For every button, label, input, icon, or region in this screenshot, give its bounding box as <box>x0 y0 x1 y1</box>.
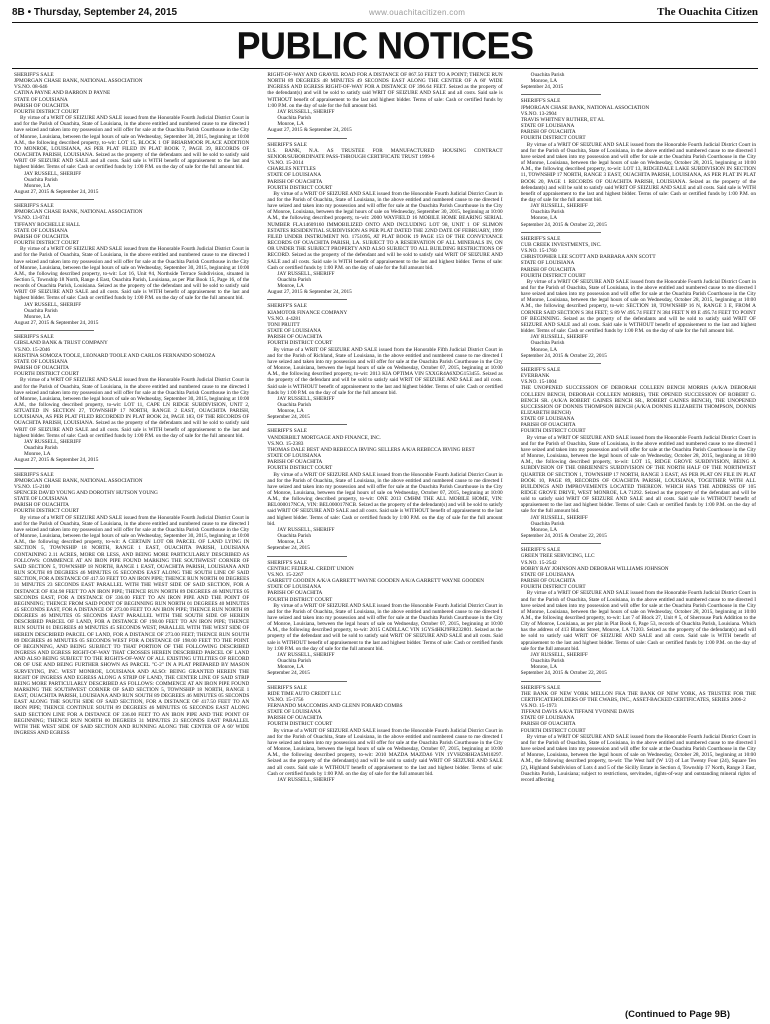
notice-signature-line: Ouachita Parish <box>277 115 312 122</box>
notice-caption-line: STATE OF LOUISIANA <box>267 709 322 716</box>
notice-caption-line: CHARLES NETTLES <box>267 166 316 173</box>
section-banner: PUBLIC NOTICES <box>236 23 534 67</box>
notice-heading: SHERIFF'S SALE <box>267 141 307 148</box>
notice-caption-line: STATE OF LOUISIANA <box>267 453 322 460</box>
notice-body: By virtue of a WRIT OF SEIZURE AND SALE issued from the Honorable Fourth Judicial District Court in and for the Parish of Ouachita, State of Louisiana, in the above entitled and numbered cause to me directed I have seized and taken into my possession and will offer for sale at the Ouachita Parish Courthouse in the City of Monroe, Louisiana, between the legal hours of sale on Wednesday, October 07, 2015, beginning at 10:00 A.M., the following described property, to-wit: 2010 MAZDA MAZDA6 VIN 1YVHZ8BH2A5M10297. Seized as the property of the defendant(s) and will be sold to satisfy said WRIT OF SEIZURE AND SALE and all costs. Said sale is WITHOUT benefit of appraisement to the last and highest bidder. Terms of sale: Cash or certified funds by 1:00 P.M. on the day of sale for the full amount bid. <box>267 727 503 777</box>
notice-caption-line: VS.NO. 15-2542 <box>520 559 557 566</box>
website-url[interactable]: www.ouachitacitizen.com <box>368 7 466 17</box>
notice-signature-line: August 27, 2015 & September 24, 2015 <box>267 127 352 134</box>
legal-notice <box>521 72 756 90</box>
legal-notice <box>267 560 502 677</box>
notice-caption-line: CHRISTOPHER LEE SCOTT AND BARBARA ANN SCOTT <box>520 254 656 261</box>
notice-caption-line: RIDE TIME AUTO CREDIT LLC <box>267 690 342 697</box>
notice-signature-line: September 24, 2015 & October 22, 2015 <box>520 352 607 359</box>
notice-signature-line: Ouachita Parish <box>530 520 565 527</box>
notice-body: By virtue of a WRIT OF SEIZURE AND SALE issued from the Honorable Fourth Judicial District Court in and for the Parish of Ouachita, State of Louisiana, in the above entitled and numbered cause to me directed I have seized and taken into my possession and will offer for sale at the Ouachita Parish Courthouse in the City of Monroe, Louisiana, between the legal hours of sale on Wednesday, October 28, 2015, beginning at 10:00 A.M., the following described property, to-wit: Lot 7 of Block 27, Unit # 5, of Sherrouse Park Addition to the City of Monroe, Louisiana, as per plat in Plat Book 6, Page 53, records of Ouachita Parish, Louisiana. Which has the address of 413 Blanks Street, Monroe, LA 71203. Seized as the property of the defendant(s) and will be sold to satisfy said WRIT OF SEIZURE AND SALE and all costs. Said sale is WITH benefit of appraisement to the last and highest bidder. Terms of sale: Cash or certified funds by 1:00 P.M. on the day of sale for the full amount bid. <box>520 590 756 652</box>
notice-caption-line: CATINA PAYNE AND BARRON D PAYNE <box>14 90 111 97</box>
notice-caption-line: PARISH OF OUACHITA <box>267 459 323 466</box>
notice-signature-line: Monroe, LA <box>277 664 304 671</box>
notice-signature-line: Monroe, LA <box>277 283 304 290</box>
notice-body: By virtue of a WRIT OF SEIZURE AND SALE issued from the Honorable Fourth Judicial District Court in and for the Parish of Ouachita, State of Louisiana, in the above entitled and numbered cause to me directed I have seized and taken into my possession and will offer for sale at the Ouachita Parish Courthouse in the City of Monroe, Louisiana, between the legal hours of sale on Wednesday, September 30, 2015, beginning at 10:00 A.M., the following described property, to-wit: LOT 15, BLOCK 1 OF BRIARMOOR PLACE ADDITION TO MONROE, LOUISIANA, AS PER PLAT FILED IN PLAT BOOK 7, PAGE 39, RECORDS OF OUACHITA PARISH, LOUISIANA. Seized as the property of the defendants and will be sold to satisfy said WRIT OF SEIZURE AND SALE and all costs. Said sale is WITH benefit of appraisement to the last and highest bidder. Terms of sale: Cash or certified funds by 1:00 P.M. on the day of sale for the full amount bid. <box>14 115 250 171</box>
notice-caption-line: FOURTH DISTRICT COURT <box>267 184 333 191</box>
notice-heading: SHERIFF'S SALE <box>267 428 307 435</box>
notice-heading: SHERIFF'S SALE <box>520 98 561 105</box>
notice-caption-line: THE UNOPENED SUCCESSION OF DEBORAH COLLEEN BENCH MORRIS (A/K/A DEBORAH COLLEEN BENCH, DEBORAH COLLEEN MORRIS), THE OPENED SUCCESSION OF ROBERT G. BENCH SR. (A/K/A ROBERT GAINES BENCH SR., ROBERT GAINES BENCH), THE UNOPENED SUCCESSION OF DONNIS THOMPSON BENCH (A/K/A DONNIS ELIZABETH THOMPSON, DONNIS ELIZABETH BENCH) <box>520 385 756 416</box>
notice-caption-line: FOURTH DISTRICT COURT <box>14 508 79 515</box>
continued-note: (Continued to Page 9B) <box>624 1009 730 1020</box>
notice-caption-line: VS.NO. 15-1973 <box>520 703 557 709</box>
legal-notice <box>521 367 756 539</box>
notice-signature-line: JAY RUSSELL, SHERIFF <box>530 334 588 341</box>
notice-signature-line: September 24, 2015 <box>520 84 564 91</box>
notice-signature-line: Ouachita Parish <box>530 72 565 78</box>
notice-body: By virtue of a WRIT OF SEIZURE AND SALE issued from the Honorable Fourth Judicial District Court in and for the Parish of Ouachita, State of Louisiana, in the above entitled and numbered cause to me directed I have seized and taken into my possession and will offer for sale at the Ouachita Parish Courthouse in the City of Monroe, Louisiana, between the legal hours of sale on Wednesday, September 30, 2015, beginning at 10:00 A.M., the following described property, to-wit: 2000 WAYFIELD 16 MOBILE HOME BEARING SERIAL NUMBER FLA14609160 IMMOBILIZED ONTO AND INCLUDING LOT 98, UNIT 1 OF SLIMON ESTATES RESIDENTIAL SUBDIVISION AS PER PLAT DATED THE 22ND DATE OF FEBRUARY, 1999 FILED UNDER INSTRUMENT NO. 1751095, AT PLAT BOOK 19 PAGE 153 OF THE CONVEYANCE RECORDS OF OUACHITA PARISH, LA. SUBJECT TO A RESERVATION OF ALL MINERALS IN, ON OR UNDER THE SUBJECT PROPERTY AND ALSO SUBJECT TO ALL BUILDING RESTRICTIONS OF RECORD. Seized as the property of the defendant and will be sold to satisfy said WRIT OF SEIZURE AND SALE and all costs. Said sale is WITH benefit of appraisement to the last and highest bidder. Terms of sale: Cash or certified funds by 1:00 P.M. on the day of sale for the full amount bid. <box>267 190 503 271</box>
legal-notice <box>521 236 756 359</box>
notice-signature-line: JAY RUSSELL, SHERIFF <box>530 203 588 210</box>
notice-signature-line: Ouachita Parish <box>24 176 58 183</box>
notice-body: By virtue of a WRIT OF SEIZURE AND SALE issued from the Honorable Fourth Judicial District Court in and for the Parish of Ouachita, State of Louisiana, in the above entitled and numbered cause to me directed I have seized and taken into my possession and will offer for sale at the Ouachita Parish Courthouse in the City of Monroe, Louisiana, between the legal hours of sale on Wednesday, September 30, 2015, beginning at 10:00 A.M., the following described property, to-wit: LOT 11, CAPE LN RIDGE SUBDIVISION, UNIT 2, SITUATED IN SECTION 27, TOWNSHIP 17 NORTH, RANGE 2 EAST, OUACHITA PARISH, LOUISIANA, AS PER PLAT FILED RECORDED IN PLAT BOOK 24, PAGE 183, OF THE RECORDS OF OUACHITA PARISH, LOUISIANA. Seized as the property of the defendants and will be sold to satisfy said WRIT OF SEIZURE AND SALE and all costs. Said sale is WITH benefit of appraisement to the last and highest bidder. Terms of sale: Cash or certified funds by 1:00 P.M. on the day of sale for the full amount bid. <box>14 377 250 439</box>
notice-signature-line: September 24, 2015 & October 22, 2015 <box>520 670 607 677</box>
notice-caption-line: TIFFANI DAVIS A/K/A TIFFANI YVONNE DAVIS <box>520 709 635 716</box>
notice-signature-line: Monroe, LA <box>530 215 558 222</box>
notice-caption-line: THOMAS DALE BEST AND REBECCA IRVING SELLERS A/K/A REBECCA IRVING BEST <box>267 446 475 453</box>
notice-caption-line: VS.NO. 15-1760 <box>520 248 557 255</box>
notice-heading: SHERIFF'S SALE <box>520 684 561 691</box>
notice-caption-line: FOURTH DISTRICT COURT <box>14 240 79 247</box>
notice-signature-line: September 24, 2015 <box>267 414 310 421</box>
notice-caption-line: PARISH OF OUACHITA <box>14 365 70 372</box>
column-3 <box>521 72 756 1012</box>
notice-signature-line: JAY RUSSELL, SHERIFF <box>277 108 335 115</box>
notice-signature-line: Monroe, LA <box>530 346 558 353</box>
notice-signature-line: Monroe, LA <box>277 121 304 128</box>
page-number: 8B <box>12 6 25 18</box>
notice-signature-line: Monroe, LA <box>277 539 304 546</box>
notice-divider <box>267 138 347 139</box>
notice-signature-line: JAY RUSSELL, SHERIFF <box>24 301 82 308</box>
header-page-date <box>12 7 177 18</box>
notice-caption-line: FOURTH DISTRICT COURT <box>14 371 79 378</box>
notice-caption-line: KIAMOTOR FINANCE COMPANY <box>267 309 348 316</box>
notice-body: By virtue of a WRIT OF SEIZURE AND SALE issued from the Honorable Fourth Judicial District Court in and for the Parish of Ouachita, State of Louisiana, in the above entitled and numbered cause to me directed I have seized and taken into my possession and will offer for sale at the Ouachita Parish Courthouse in the City of Monroe, Louisiana, between the legal hours of sale on Wednesday, October 28, 2015, beginning at 10:00 A.M., the following described property, to-wit: SECTION 18, TOWNSHIP 16 N, RANGE 3 E, FROM A CORNER SAID SECTION S 384 FEET; S 89 W 495.74 FEET N 384 FEET N 89 E 495.74 FEET TO POINT OF BEGINNING. Seized as the property of the defendants and will be sold to satisfy said WRIT OF SEIZURE AND SALE and all costs. Said sale is WITHOUT benefit of appraisement to the last and highest bidder. Terms of sale: Cash or certified funds by 1:00 P.M. on the day of sale for the full amount bid. <box>520 278 756 335</box>
notice-caption-line: PARISH OF OUACHITA <box>14 102 70 109</box>
notice-signature-line: Ouachita Parish <box>530 209 565 216</box>
notice-divider <box>521 363 601 364</box>
notice-divider <box>521 94 601 95</box>
notice-caption-line: PARISH OF OUACHITA <box>267 178 323 185</box>
notice-caption-line: FOURTH DISTRICT COURT <box>520 727 586 734</box>
legal-notice <box>267 142 502 296</box>
legal-notice <box>267 428 502 551</box>
notice-caption-line: TRAVIS WHITNEY RUTHER, ET AL <box>520 116 605 123</box>
notice-divider <box>14 330 94 331</box>
notice-signature-line: JAY RUSSELL, SHERIFF <box>277 395 335 402</box>
notice-signature-line: September 24, 2015 & October 22, 2015 <box>520 221 607 228</box>
notice-caption-line: FOURTH DISTRICT COURT <box>520 272 586 279</box>
notice-caption-line: EVERBANK <box>520 373 550 380</box>
notice-heading: SHERIFF'S SALE <box>14 471 54 478</box>
notice-signature-line: Ouachita Parish <box>24 445 58 452</box>
notice-caption-line: THE BANK OF NEW YORK MELLON FKA THE BANK OF NEW YORK, AS TRUSTEE FOR THE CERTIFICATEHOLDERS OF THE CWABS, INC., ASSET-BACKED CERTIFICATES, SERIES 2006-2 <box>520 690 756 703</box>
notice-signature-line: Monroe, LA <box>530 526 558 533</box>
notice-signature-line: Monroe, LA <box>24 313 51 320</box>
notice-caption-line: TONI PRUITT <box>267 321 300 328</box>
notice-signature-line: August 27, 2015 & September 24, 2015 <box>14 320 99 327</box>
notice-caption-line: PARISH OF OUACHITA <box>14 502 70 509</box>
legal-notice <box>267 72 502 134</box>
notice-caption-line: FOURTH DISTRICT COURT <box>520 584 586 591</box>
notice-caption-line: FOURTH DISTRICT COURT <box>14 108 79 115</box>
notice-divider <box>267 299 347 300</box>
notice-signature-line: Ouachita Parish <box>277 533 312 540</box>
notice-signature-line: September 24, 2015 <box>267 545 310 552</box>
notice-divider <box>521 232 601 233</box>
notice-signature-line: JAY RUSSELL, SHERIFF <box>530 514 588 521</box>
column-2 <box>267 72 502 1012</box>
column-1 <box>14 72 249 1012</box>
notice-body: By virtue of a WRIT OF SEIZURE AND SALE issued from the Honorable Fourth Judicial District Court in and for the Parish of Ouachita, State of Louisiana, in the above entitled and numbered cause to me directed I have seized and taken into my possession and will offer for sale at the Ouachita Parish Courthouse in the City of Monroe, Louisiana, between the legal hours of sale on Wednesday, September 30, 2015, beginning at 10:00 A.M., the following described property, to-wit: A CERTAIN LOT OR PARCEL OF LAND LYING IN SECTION 5, TOWNSHIP 18 NORTH, RANGE 1 EAST, OUACHITA PARISH, LOUISIANA CONTAINING 2.11 ACRES, MORE OR LESS, AND BEING MORE PARTICULARLY DESCRIBED AS FOLLOWS: COMMENCE AT AN IRON PIPE FOUND MARKING THE SOUTHWEST CORNER OF SAID SECTION 5, TOWNSHIP 18 NORTH, RANGE 1 EAST, OUACHITA PARISH, LOUISIANA AND RUN SOUTH 89 DEGREES 46 MINUTES 05 SECONDS EAST ALONG THE SOUTH LINE OF SAID SECTION, FOR A DISTANCE OF 417.50 FEET TO AN IRON PIPE; THENCE RUN NORTH 00 DEGREES 31 MINUTES 23 SECONDS EAST PARALLEL WITH THE WEST SIDE OF SAID SECTION, FOR A DISTANCE OF 834.98 FEET TO AN IRON PIPE; THENCE RUN NORTH 89 DEGREES 46 MINUTES 05 SECONDS EAST, FOR A DISTANCE OF 336.00 FEET TO AN IRON PIPE AND THE POINT OF BEGINNING; THENCE FROM SAID POINT OF BEGINNING RUN NORTH 01 DEGREES 40 MINUTES 45 SECONDS EAST, FOR A DISTANCE OF 273.00 FEET TO AN IRON PIPE; THENCE RUN NORTH 89 DEGREES 46 MINUTES 05 SECONDS EAST PARALLEL WITH THE SOUTH SIDE OF HEREIN DESCRIBED PARCEL OF LAND, FOR A DISTANCE OF 198.00 FEET TO AN IRON PIPE; THENCE RUN SOUTH 01 DEGREES 40 MINUTES 45 SECONDS WEST, PARALLEL WITH THE WEST SIDE OF HEREIN DESCRIBED PARCEL OF LAND, FOR A DISTANCE OF 273.00 FEET; THENCE RUN SOUTH 89 DEGREES 46 MINUTES 05 SECONDS WEST FOR A DISTANCE OF 198.00 FEET TO THE POINT OF BEGINNING, AND BEING SUBJECT TO THAT PORTION OF THE FOLLOWING DESCRIBED INGRESS AND EGRESS RIGHT-OF-WAY THAT CROSSES HEREIN DESCRIBED PARCEL OF LAND AND ALSO BEING SUBJECT TO THE RIGHTS-OF-WAY OF ALL EXISTING UTILITIES OF RECORD OR OF USE AND BEING FURTHER SHOWN AS PARCEL "C-2" IN A PLAT PREPARED BY MASON SURVEYING, INC. WEST MONROE, LOUISIANA AND ALSO: BEING GRANTED HEREIN THE RIGHT OF INGRESS AND EGRESS ALONG A STRIP OF LAND, THE CENTER LINE OF SAID STRIP BEING MORE PARTICULARLY DESCRIBED AS FOLLOWS: COMMENCE AT AN IRON PIPE FOUND MARKING THE SOUTHWEST CORNER OF SAID SECTION 5, TOWNSHIP 18 NORTH, RANGE 1 EAST, OUACHITA PARISH, LOUISIANA AND RUN SOUTH 89 DEGREES 46 MINUTES 05 SECONDS EAST ALONG THE SOUTH SIDE OF SAID SECTION, FOR A DISTANCE OF 417.50 FEET TO AN IRON PIPE; THENCE CONTINUE SOUTH 89 DEGREES 46 MINUTES 05 SECONDS EAST ALONG SAID SECTION LINE FOR A DISTANCE OF 336.00 FEET TO AN IRON PIPE AND THE POINT OF BEGINNING; THENCE RUN NORTH 00 DEGREES 31 MINUTES 23 SECONDS EAST PARALLEL WITH THE WEST SIDE OF SAID SECTION AND RUNNING ALONG THE CENTER OF A 60' WIDE INGRESS AND EGRESS <box>14 514 250 737</box>
notice-caption-line: JPMORGAN CHASE BANK, NATIONAL ASSOCIATION <box>14 209 143 216</box>
notice-caption-line: STATE OF LOUISIANA <box>267 328 322 335</box>
notice-heading: SHERIFF'S SALE <box>14 334 54 341</box>
notice-caption-line: STATE OF LOUISIANA <box>520 571 575 578</box>
bullet-separator: • <box>27 6 32 18</box>
notice-caption-line: FOURTH DISTRICT COURT <box>267 721 333 728</box>
notice-caption-line: PARISH OF OUACHITA <box>267 715 323 722</box>
notice-signature-line: Ouachita Parish <box>277 658 312 665</box>
notice-signature-line: Ouachita Parish <box>530 340 565 347</box>
notice-caption-line: JPMORGAN CHASE BANK, NATIONAL ASSOCIATION <box>520 104 650 111</box>
notice-caption-line: STATE OF LOUISIANA <box>267 584 322 591</box>
notice-signature-line: JAY RUSSELL, SHERIFF <box>24 170 82 177</box>
notice-divider <box>267 556 347 557</box>
notice-caption-line: JPMORGAN CHASE BANK, NATIONAL ASSOCIATION <box>14 78 143 85</box>
notice-caption-line: VS.NO. 13-0741 <box>14 215 51 222</box>
notice-caption-line: GREEN TREE SERVICING, LLC <box>520 553 595 560</box>
notice-divider <box>267 681 347 682</box>
notice-caption-line: BOBBY RAY JOHNSON AND DEBORAH WILLIAMS JOHNSON <box>520 565 669 572</box>
notice-caption-line: STATE OF LOUISIANA <box>267 172 322 179</box>
header-rule <box>12 22 758 23</box>
notice-body: By virtue of a WRIT OF SEIZURE AND SALE issued from the Honorable Fourth Judicial District Court in and for the Parish of Ouachita, State of Louisiana, in the above entitled and numbered cause to me directed I have seized and taken into my possession and will offer for sale at the Ouachita Parish Courthouse in the City of Monroe, Louisiana, between the legal hours of sale on Wednesday, October 28, 2015, beginning at 10:00 A.M., the following described property, to-wit: The West half (W 1/2) of Lot Twenty Four (24), Square Ten (2), Highland Subdivision of Lots 4 and 5 of the Sicilly Estate in Section 4, Township 17 North, Range 3 East, Ouachita Parish, Louisiana; subject to restrictions, servitudes, rights-of-way and outstanding mineral rights of record affecting <box>520 733 756 783</box>
notice-signature-line: September 24, 2015 & October 22, 2015 <box>520 533 607 540</box>
notice-signature-line: JAY RUSSELL, SHERIFF <box>277 651 335 658</box>
notice-signature-line: JAY RUSSELL, SHERIFF <box>277 526 335 533</box>
banner-rule <box>12 68 758 69</box>
notice-divider <box>521 543 601 544</box>
notice-caption-line: FERNANDO MACCOMBS AND GLENN FORARD COMBS <box>267 703 403 709</box>
notice-caption-line: STATE OF LOUISIANA <box>14 227 68 234</box>
notice-caption-line: FOURTH DISTRICT COURT <box>520 135 586 142</box>
page-header <box>12 4 758 20</box>
notice-caption-line: VS.NO. 15-2014 <box>267 160 304 167</box>
notice-signature-line: Monroe, LA <box>277 408 304 415</box>
notice-caption-line: VS.NO. 13-2904 <box>520 110 557 117</box>
notice-signature-line: Ouachita Parish <box>277 277 312 283</box>
notice-signature-line: Ouachita Parish <box>277 401 312 408</box>
notice-caption-line: FOURTH DISTRICT COURT <box>267 596 333 603</box>
notice-caption-line: VS.NO. 15-1004 <box>520 379 557 386</box>
notice-caption-line: STATE OF LOUISIANA <box>14 96 68 103</box>
notice-caption-line: PARISH OF OUACHITA <box>267 590 323 597</box>
legal-notice <box>14 472 249 737</box>
notice-signature-line: Ouachita Parish <box>24 307 58 314</box>
notice-body: By virtue of a WRIT OF SEIZURE AND SALE issued from the Honorable Fourth Judicial District Court in and for the Parish of Ouachita, State of Louisiana, in the above entitled and numbered cause to me directed I have seized and taken into my possession and will offer for sale at the Ouachita Parish Courthouse in the City of Monroe, Louisiana, between the legal hours of sale on Wednesday, October 07, 2015, beginning at 10:00 A.M., the following described property, to-wit: 2015 CADILLAC VIN 1GYS4HKJ9FR232801. Seized as the property of the defendant and will be sold to satisfy said WRIT OF SEIZURE AND SALE and all costs. Said sale is WITHOUT benefit of appraisement to the last and highest bidder. Terms of sale: Cash or certified funds by 1:00 P.M. on the day of sale for the full amount bid. <box>267 602 503 652</box>
notice-caption-line: FOURTH DISTRICT COURT <box>267 465 333 472</box>
legal-notice <box>521 98 756 227</box>
notice-divider <box>521 681 601 682</box>
notice-divider <box>267 424 347 425</box>
notice-body: By virtue of a WRIT OF SEIZURE AND SALE issued from the Honorable Fourth Judicial District Court in and for the Parish of Ouachita, State of Louisiana, in the above entitled and numbered cause to me directed I have seized and taken into my possession and will offer for sale at the Ouachita Parish Courthouse in the City of Monroe, Louisiana, between the legal hours of sale on Wednesday, October 28, 2015, beginning at 10:00 A.M., the following described property, to-wit: LOT 13, RIDGEDALE LAKE SUBDIVISION IN SECTION 11, TOWNSHIP 17 NORTH, RANGE 3 EAST, OUACHITA PARISH, LOUISIANA, AS PER PLAT IN PLAT BOOK 20, PAGE 1 RECORDS OF OUACHITA PARISH, LOUISIANA. Seized as the property of the defendant(s) and will be sold to satisfy said WRIT OF SEIZURE AND SALE and all costs. Said sale is WITH benefit of appraisement to the last and highest bidder. Terms of sale: Cash or certified funds by 1:00 P.M. on the day of sale for the full amount bid. <box>520 141 756 203</box>
notice-heading: SHERIFF'S SALE <box>267 303 307 310</box>
notice-signature-line: JAY RUSSELL, SHERIFF <box>277 270 335 277</box>
notice-caption-line: PARISH OF OUACHITA <box>520 129 576 136</box>
notice-caption-line: VS.NO. 15-2383 <box>267 440 304 447</box>
notice-caption-line: VS.NO. 15-1756 <box>267 696 304 703</box>
notice-body: By virtue of a WRIT OF SEIZURE AND SALE issued from the Honorable Fifth Judicial District Court in and for the Parish of Richland, State of Louisiana, in the above entitled and numbered cause to me directed I have seized and taken into my possession and will offer for sale at the Ouachita Parish Courthouse in the City of Monroe, Louisiana, between the legal hours of sale on Wednesday, October 07, 2015, beginning at 10:00 A.M., the following described property, to-wit: 2013 KIA OPTIMA VIN 5XXGR4A6XDG153455. Seized as the property of the defendant and will be sold to satisfy said WRIT OF SEIZURE AND SALE and all costs. Said sale is WITHOUT benefit of appraisement to the last and highest bidder. Terms of sale: Cash or certified funds by 1:00 P.M. on the day of sale for the full amount bid. <box>267 346 503 396</box>
legal-notice <box>14 334 249 463</box>
notice-signature-line: August 27, 2015 & September 24, 2015 <box>14 188 99 195</box>
notice-caption-line: GIBSLAND BANK & TRUST COMPANY <box>14 340 108 347</box>
notice-caption-line: VS.NO. 08-646 <box>14 84 48 91</box>
notice-signature-line: September 24, 2015 <box>267 670 310 677</box>
notice-caption-line: PARISH OF OUACHITA <box>267 334 323 341</box>
notice-heading: SHERIFF'S SALE <box>14 72 54 78</box>
notice-caption-line: STATE OF LOUISIANA <box>14 496 68 503</box>
notice-signature-line: Monroe, LA <box>24 182 51 189</box>
notice-caption-line: STATE OF LOUISIANA <box>520 715 575 722</box>
notice-heading: SHERIFF'S SALE <box>520 366 561 373</box>
legal-notice <box>267 685 502 784</box>
notice-caption-line: CENTRIC FEDERAL CREDIT UNION <box>267 565 354 572</box>
legal-notice <box>267 303 502 420</box>
notice-signature-line: Monroe, LA <box>530 664 558 671</box>
newspaper-name: The Ouachita Citizen <box>657 6 758 18</box>
notice-caption-line: VS.NO. 15-2046 <box>14 346 51 353</box>
notice-caption-line: STATE OF LOUISIANA <box>14 358 68 365</box>
notice-body: By virtue of a WRIT OF SEIZURE AND SALE issued from the Honorable Fourth Judicial District Court in and for the Parish of Ouachita, State of Louisiana, in the above entitled and numbered cause to me directed I have seized and taken into my possession and will offer for sale at the Ouachita Parish Courthouse in the City of Monroe, Louisiana, between the legal hours of sale on Wednesday, September 30, 2015, beginning at 10:00 A.M., the following described property, to-wit: Lot 16, Unit #4, Northside Terrace Subdivision, situated in Section 5, Township 18 North, Range 4 East, Ouachita Parish, Louisiana, as per Plat Book 15, Page 16, of the records of Ouachita Parish, Louisiana. Seized as the property of the defendant and will be sold to satisfy said WRIT OF SEIZURE AND SALE and all costs. Said sale is WITH benefit of appraisement to the last and highest bidder. Terms of sale: Cash or certified funds by 1:00 P.M. on the day of sale for the full amount bid. <box>14 246 250 302</box>
legal-notice <box>14 72 249 195</box>
notice-divider <box>14 468 94 469</box>
notice-caption-line: TIFFANY ROCHELLE HALL <box>14 221 81 228</box>
notice-body: By virtue of a WRIT OF SEIZURE AND SALE issued from the Honorable Fourth Judicial District Court in and for the Parish of Ouachita, State of Louisiana, in the above entitled and numbered cause to me directed I have seized and taken into my possession and will offer for sale at the Ouachita Parish Courthouse in the City of Monroe, Louisiana, between the legal hours of sale on Wednesday, October 28, 2015, beginning at 10:00 A.M., the following described property, to-wit: LOT 15, RIDGE GROVE SUBDIVISION, BEING A SUBDIVISION OF THE OBRIENNE'S SUBDIVISION OF THE NORTH HALF OF THE NORTHWEST QUARTER OF SECTION 1, TOWNSHIP 17 NORTH, RANGE 3 EAST, AS PER PLAT ON FILE IN PLAT BOOK 10, PAGE 89, RECORDS OF OUACHITA PARISH, LOUISIANA, TOGETHER WITH ALL BUILDINGS AND IMPROVEMENTS LOCATED THEREON. WHICH HAS THE ADDRESS OF 105 RIDGE GROVE DRIVE, WEST MONROE, LA 71292. Seized as the property of the defendant and will be sold to satisfy said WRIT OF SEIZURE AND SALE and all costs. Said sale is WITHOUT benefit of appraisement to the last and highest bidder. Terms of sale: Cash or certified funds by 1:00 P.M. on the day of sale for the full amount bid. <box>520 434 756 515</box>
notice-heading: SHERIFF'S SALE <box>267 559 307 566</box>
notice-caption-line: SPENCER DAVID YOUNG AND DOROTHY HUTSON YOUNG <box>14 490 158 496</box>
notice-caption-line: FOURTH DISTRICT COURT <box>520 428 586 435</box>
notice-caption-line: STATE OF LOUISIANA <box>520 416 575 423</box>
notice-caption-line: U.S. BANK, N.A. AS TRUSTEE FOR MANUFACTURED HOUSING CONTRACT SENIOR/SUBORDINATE PASS-THROUGH CERTIFICATE TRUST 1999-6 <box>267 147 503 160</box>
notice-signature-line: JAY RUSSELL, SHERIFF <box>277 776 335 783</box>
notice-caption-line: PARISH OF OUACHITA <box>14 233 70 240</box>
legal-notice <box>521 685 756 784</box>
legal-notice <box>14 203 249 326</box>
notice-signature-line: August 27, 2015 & September 24, 2015 <box>267 289 352 296</box>
notice-signature-line: Monroe, LA <box>530 78 558 85</box>
notice-signature-line: August 27, 2015 & September 24, 2015 <box>14 457 99 464</box>
notice-columns <box>14 72 756 1012</box>
notice-caption-line: VS.NO. 15-2100 <box>14 483 51 490</box>
notice-body: By virtue of a WRIT OF SEIZURE AND SALE issued from the Honorable Fourth Judicial District Court in and for the Parish of Ouachita, State of Louisiana, in the above entitled and numbered cause to me directed I have seized and taken into my possession and will offer for sale at the Ouachita Parish Courthouse in the City of Monroe, Louisiana, between the legal hours of sale on Wednesday, October 07, 2015, beginning at 10:00 A.M., the following described property, to-wit: ONE 2013 CMHM THE ALL MOBILE HOME, VIN: BEL000017NCA, VIN: BEL000017NCB. Seized as the property of the defendant(s) and will be sold to satisfy said WRIT OF SEIZURE AND SALE and all costs. Said sale is WITHOUT benefit of appraisement to the last and highest bidder. Terms of sale: Cash or certified funds by 1:00 P.M. on the day of sale for the full amount bid. <box>267 471 503 527</box>
notice-divider <box>14 199 94 200</box>
notice-caption-line: PARISH OF OUACHITA <box>520 422 576 429</box>
notice-caption-line: GARRETT GOODEN A/K/A GARRETT WAYNE GOODEN A/K/A GARRETT WAYNE GOODEN <box>267 578 485 585</box>
notice-signature-line: JAY RUSSELL, SHERIFF <box>24 438 82 445</box>
notice-caption-line: JPMORGAN CHASE BANK, NATIONAL ASSOCIATION <box>14 477 143 484</box>
notice-heading: SHERIFF'S SALE <box>14 203 54 210</box>
legal-notice <box>521 547 756 676</box>
notice-body: RIGHT-OF-WAY AND GRAVEL ROAD FOR A DISTANCE OF 867.50 FEET TO A POINT; THENCE RUN NORTH 89 DEGREES 48 MINUTES 49 SECONDS EAST ALONG THE CENTER OF A 60' WIDE INGRESS AND EGRESS RIGHT-OF-WAY FOR A DISTANCE OF 396.64 FEET. Seized as the property of the defendant(s) and will be sold to satisfy said WRIT OF SEIZURE AND SALE and all costs. Said sale is WITHOUT benefit of appraisement to the last and highest bidder. Terms of sale: Cash or certified funds by 1:00 P.M. on the day of sale for the full amount bid. <box>267 72 503 109</box>
notice-caption-line: STATE OF LOUISIANA <box>520 123 575 130</box>
notice-caption-line: PARISH OF OUACHITA <box>520 266 576 273</box>
notice-caption-line: PARISH OF OUACHITA <box>520 721 576 728</box>
notice-caption-line: KRISTINA SOMOZA TOOLE, LEONARD TOOLE AND CARLOS FERNANDO SOMOZA <box>14 352 216 359</box>
issue-date: Thursday, September 24, 2015 <box>33 6 178 18</box>
notice-signature-line: JAY RUSSELL, SHERIFF <box>530 651 588 658</box>
notice-caption-line: FOURTH DISTRICT COURT <box>267 340 333 347</box>
notice-signature-line: Monroe, LA <box>24 451 51 458</box>
notice-heading: SHERIFF'S SALE <box>520 547 561 554</box>
notice-signature-line: Ouachita Parish <box>530 658 565 665</box>
notice-caption-line: VS.NO. 15-2267 <box>267 571 304 578</box>
notice-heading: SHERIFF'S SALE <box>267 684 307 691</box>
notice-caption-line: CUB CREEK INVESTMENTS, INC. <box>520 241 602 248</box>
notice-caption-line: VANDERBILT MORTGAGE AND FINANCE, INC. <box>267 434 381 441</box>
notice-caption-line: STATE OF LOUISIANA <box>520 260 575 267</box>
notice-heading: SHERIFF'S SALE <box>520 235 561 242</box>
notice-caption-line: PARISH OF OUACHITA <box>520 578 576 585</box>
notice-caption-line: VS.NO. 4-4281 <box>267 315 301 322</box>
